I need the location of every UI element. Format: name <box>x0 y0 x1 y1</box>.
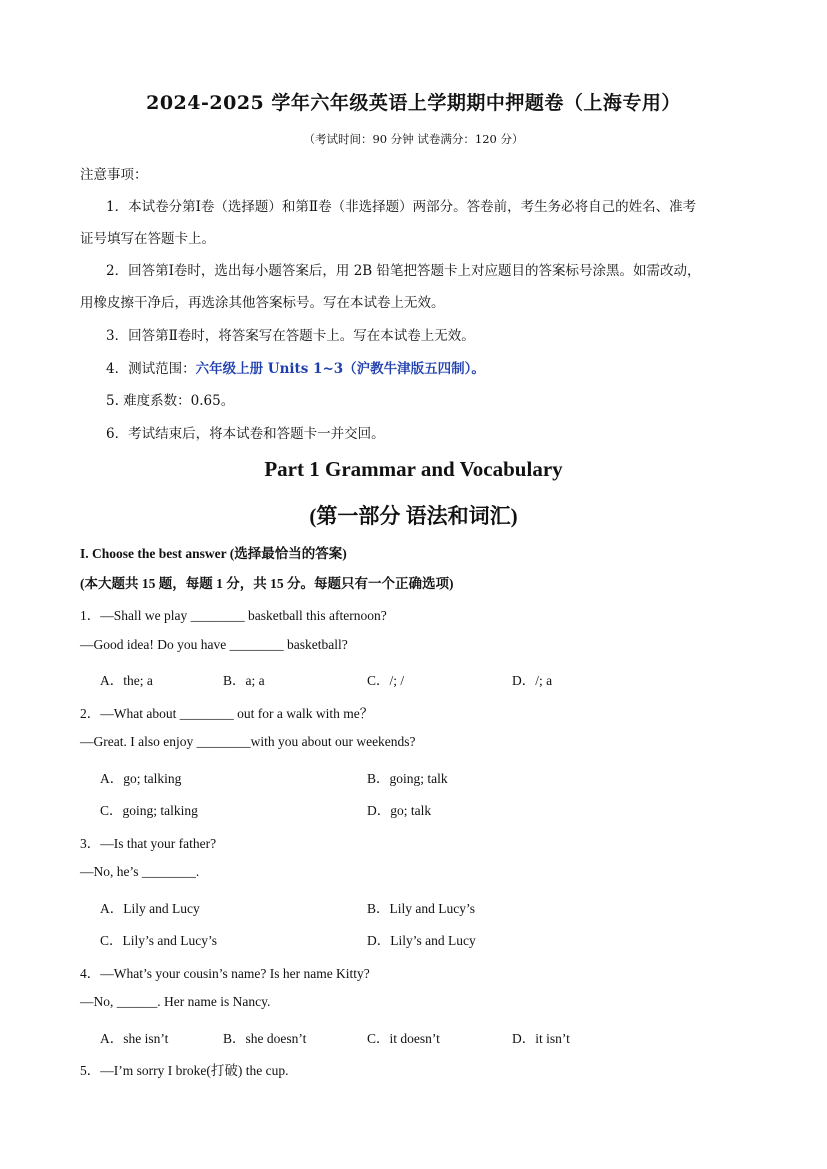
question-2-prompt: 2．—What about ________ out for a walk with me？ <box>80 706 374 721</box>
question-2-option-a[interactable]: A．go; talking <box>100 771 182 786</box>
question-3-option-b[interactable]: B．Lily and Lucy’s <box>367 901 475 916</box>
question-2-option-d[interactable]: D．go; talk <box>367 803 432 818</box>
question-4-option-a[interactable]: A．she isn’t <box>100 1031 169 1046</box>
question-4-option-c[interactable]: C．it doesn’t <box>367 1031 440 1046</box>
question-1-option-c[interactable]: C．/; / <box>367 673 405 688</box>
section-heading: I. Choose the best answer (选择最恰当的答案) <box>80 546 347 561</box>
part-subtitle: (第一部分 语法和词汇) <box>309 504 518 528</box>
notes-heading: 注意事项： <box>80 167 148 183</box>
question-2-response: —Great. I also enjoy ________with you about our weekends? <box>80 734 416 749</box>
test-range: 六年级上册 Units 1~3（沪教牛津版五四制）。 <box>195 361 485 377</box>
question-4-response: —No, ______. Her name is Nancy. <box>80 994 271 1009</box>
question-1-option-d[interactable]: D．/; a <box>512 673 553 688</box>
question-3-prompt: 3．—Is that your father? <box>80 836 217 851</box>
question-4-option-d[interactable]: D．it isn’t <box>512 1031 570 1046</box>
question-2-option-c[interactable]: C．going; talking <box>100 803 198 818</box>
section-instruction: (本大题共 15 题，每题 1 分，共 15 分。每题只有一个正确选项) <box>80 576 454 591</box>
question-1-prompt: 1．—Shall we play ________ basketball this afternoon? <box>80 608 387 623</box>
question-4-prompt: 4．—What’s your cousin’s name? Is her name Kitty? <box>80 966 370 981</box>
question-3-response: —No, he’s ________. <box>80 864 200 879</box>
question-1-option-a[interactable]: A．the; a <box>100 673 153 688</box>
question-3-option-c[interactable]: C．Lily’s and Lucy’s <box>100 933 217 948</box>
note-2-line-1: 2．回答第Ⅰ卷时，选出每小题答案后，用 2B 铅笔把答题卡上对应题目的答案标号涂黑。如需改动， <box>106 263 701 279</box>
note-1-line-2: 证号填写在答题卡上。 <box>80 231 215 247</box>
question-3-option-d[interactable]: D．Lily’s and Lucy <box>367 933 476 948</box>
question-3-option-a[interactable]: A．Lily and Lucy <box>100 901 200 916</box>
part-title: Part 1 Grammar and Vocabulary <box>264 457 563 481</box>
note-6: 6．考试结束后，将本试卷和答题卡一并交回。 <box>106 426 385 442</box>
question-1-option-b[interactable]: B．a; a <box>223 673 265 688</box>
exam-title: 2024-2025 学年六年级英语上学期期中押题卷（上海专用） <box>146 92 681 114</box>
exam-subtitle: （考试时间：90 分钟 试卷满分：120 分） <box>303 132 524 146</box>
question-1-response: —Good idea! Do you have ________ basketball? <box>80 637 348 652</box>
question-5-prompt: 5．—I’m sorry I broke(打破) the cup. <box>80 1063 289 1078</box>
note-4-prefix: 4．测试范围： <box>106 361 196 377</box>
question-4-option-b[interactable]: B．she doesn’t <box>223 1031 307 1046</box>
note-3: 3．回答第Ⅱ卷时，将答案写在答题卡上。写在本试卷上无效。 <box>106 328 475 344</box>
note-5: 5. 难度系数：0.65。 <box>106 393 235 409</box>
note-1-line-1: 1．本试卷分第Ⅰ卷（选择题）和第Ⅱ卷（非选择题）两部分。答卷前，考生务必将自己的姓名、准考 <box>106 199 697 215</box>
note-4 <box>106 357 485 377</box>
question-2-option-b[interactable]: B．going; talk <box>367 771 448 786</box>
note-2-line-2: 用橡皮擦干净后，再选涂其他答案标号。写在本试卷上无效。 <box>80 295 445 311</box>
